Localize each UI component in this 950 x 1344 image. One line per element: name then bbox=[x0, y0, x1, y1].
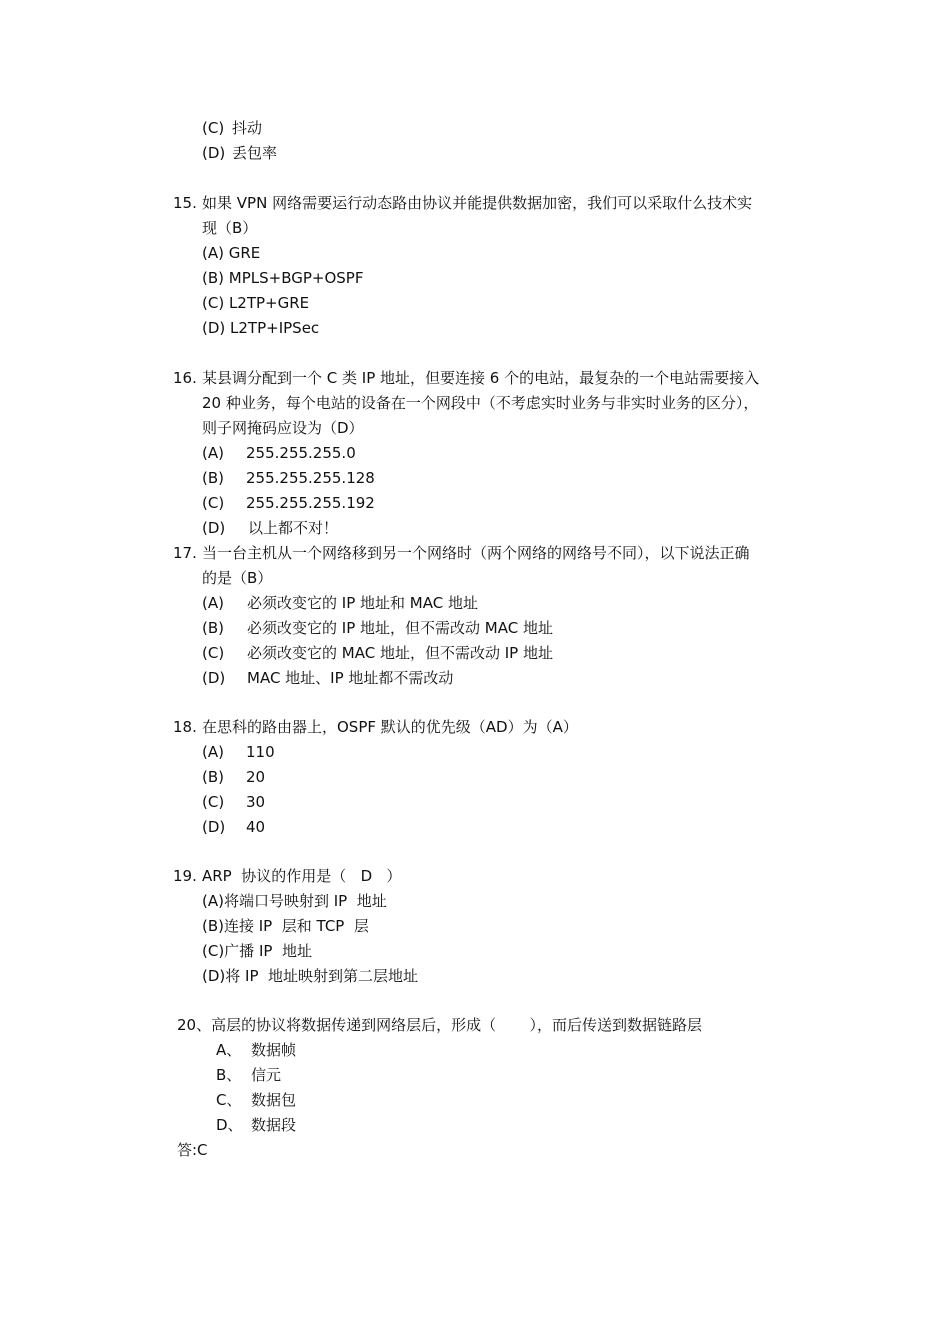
option-text: 必须改变它的 IP 地址和 MAC 地址 bbox=[247, 594, 478, 612]
q15-number: 15. bbox=[173, 194, 197, 212]
q17-stem-line2: 的是（B） bbox=[202, 569, 273, 587]
q15-stem-line2: 现（B） bbox=[202, 219, 258, 237]
option-letter: (A) bbox=[202, 743, 224, 761]
q15-option-c: (C) L2TP+GRE bbox=[202, 294, 310, 312]
q18-number: 18. bbox=[173, 718, 197, 736]
q20-option-c bbox=[216, 1090, 296, 1110]
option-letter: (B) bbox=[202, 619, 224, 637]
option-text: 255.255.255.128 bbox=[246, 469, 375, 487]
option-letter: C、 bbox=[216, 1091, 242, 1109]
q19-option-c: (C)广播 IP 地址 bbox=[202, 942, 312, 960]
option-letter: (C) bbox=[202, 644, 225, 662]
q19-stem-line1: ARP 协议的作用是（ D ） bbox=[202, 867, 402, 885]
q15-stem-line1: 如果 VPN 网络需要运行动态路由协议并能提供数据加密，我们可以采取什么技术实 bbox=[202, 194, 753, 212]
option-letter: (C) bbox=[202, 119, 225, 137]
option-text: 必须改变它的 IP 地址，但不需改动 MAC 地址 bbox=[247, 619, 553, 637]
option-text: 40 bbox=[246, 818, 266, 836]
q17-option-a bbox=[202, 593, 478, 613]
option-text: 信元 bbox=[251, 1066, 282, 1084]
q16-option-c bbox=[202, 493, 375, 513]
q17-number: 17. bbox=[173, 544, 197, 562]
option-letter: (A) bbox=[202, 594, 224, 612]
q16-option-a bbox=[202, 443, 356, 463]
option-text: 数据包 bbox=[251, 1091, 297, 1109]
q19-option-d: (D)将 IP 地址映射到第二层地址 bbox=[202, 967, 419, 985]
q15-option-a: (A) GRE bbox=[202, 244, 261, 262]
option-letter: (A) bbox=[202, 444, 224, 462]
q19-option-b: (B)连接 IP 层和 TCP 层 bbox=[202, 917, 369, 935]
option-text: 必须改变它的 MAC 地址，但不需改动 IP 地址 bbox=[247, 644, 553, 662]
q18-option-a bbox=[202, 742, 275, 762]
q20-option-a bbox=[216, 1040, 296, 1060]
option-letter: B、 bbox=[216, 1066, 242, 1084]
option-letter: A、 bbox=[216, 1041, 242, 1059]
option-text: 数据帧 bbox=[251, 1041, 297, 1059]
q16-number: 16. bbox=[173, 369, 197, 387]
q20-stem-line1: 20、高层的协议将数据传递到网络层后，形成（ ），而后传送到数据链路层 bbox=[177, 1016, 702, 1034]
q17-stem-line1: 当一台主机从一个网络移到另一个网络时（两个网络的网络号不同），以下说法正确 bbox=[202, 544, 750, 562]
option-letter: (B) bbox=[202, 768, 224, 786]
q15-option-d: (D) L2TP+IPSec bbox=[202, 319, 320, 337]
option-text: 20 bbox=[246, 768, 266, 786]
option-letter: (D) bbox=[202, 669, 226, 687]
option-text: 255.255.255.0 bbox=[246, 444, 356, 462]
option-letter: (C) bbox=[202, 494, 225, 512]
q17-option-b bbox=[202, 618, 553, 638]
q15-option-b: (B) MPLS+BGP+OSPF bbox=[202, 269, 364, 287]
q18-option-c bbox=[202, 792, 265, 812]
q17-option-d bbox=[202, 668, 453, 688]
option-text: 30 bbox=[246, 793, 266, 811]
q16-option-d bbox=[202, 518, 338, 538]
option-letter: D、 bbox=[216, 1116, 243, 1134]
q18-option-d bbox=[202, 817, 265, 837]
q20-option-d bbox=[216, 1115, 296, 1135]
q16-stem-line1: 某县调分配到一个 C 类 IP 地址，但要连接 6 个的电站，最复杂的一个电站需要接入 bbox=[202, 369, 760, 387]
q16-option-b bbox=[202, 468, 375, 488]
q19-number: 19. bbox=[173, 867, 197, 885]
option-letter: (D) bbox=[202, 144, 226, 162]
option-text: 255.255.255.192 bbox=[246, 494, 375, 512]
option-text: 抖动 bbox=[232, 119, 263, 137]
option-letter: (D) bbox=[202, 519, 226, 537]
option-text: 110 bbox=[246, 743, 275, 761]
q17-option-c bbox=[202, 643, 553, 663]
option-text: MAC 地址、IP 地址都不需改动 bbox=[247, 669, 454, 687]
q16-stem-line2: 20 种业务，每个电站的设备在一个网段中（不考虑实时业务与非实时业务的区分）， bbox=[202, 394, 759, 412]
q14-option-c bbox=[202, 118, 262, 138]
q16-stem-line3: 则子网掩码应设为（D） bbox=[202, 419, 364, 437]
option-letter: (C) bbox=[202, 793, 225, 811]
q20-answer: 答:C bbox=[177, 1141, 208, 1159]
option-letter: (D) bbox=[202, 818, 226, 836]
q18-option-b bbox=[202, 767, 265, 787]
q20-option-b bbox=[216, 1065, 281, 1085]
option-text: 丢包率 bbox=[232, 144, 278, 162]
option-text: 数据段 bbox=[251, 1116, 297, 1134]
option-letter: (B) bbox=[202, 469, 224, 487]
option-text: 以上都不对！ bbox=[248, 519, 339, 537]
q19-option-a: (A)将端口号映射到 IP 地址 bbox=[202, 892, 387, 910]
q18-stem-line1: 在思科的路由器上，OSPF 默认的优先级（AD）为（A） bbox=[202, 718, 578, 736]
q14-option-d bbox=[202, 143, 277, 163]
